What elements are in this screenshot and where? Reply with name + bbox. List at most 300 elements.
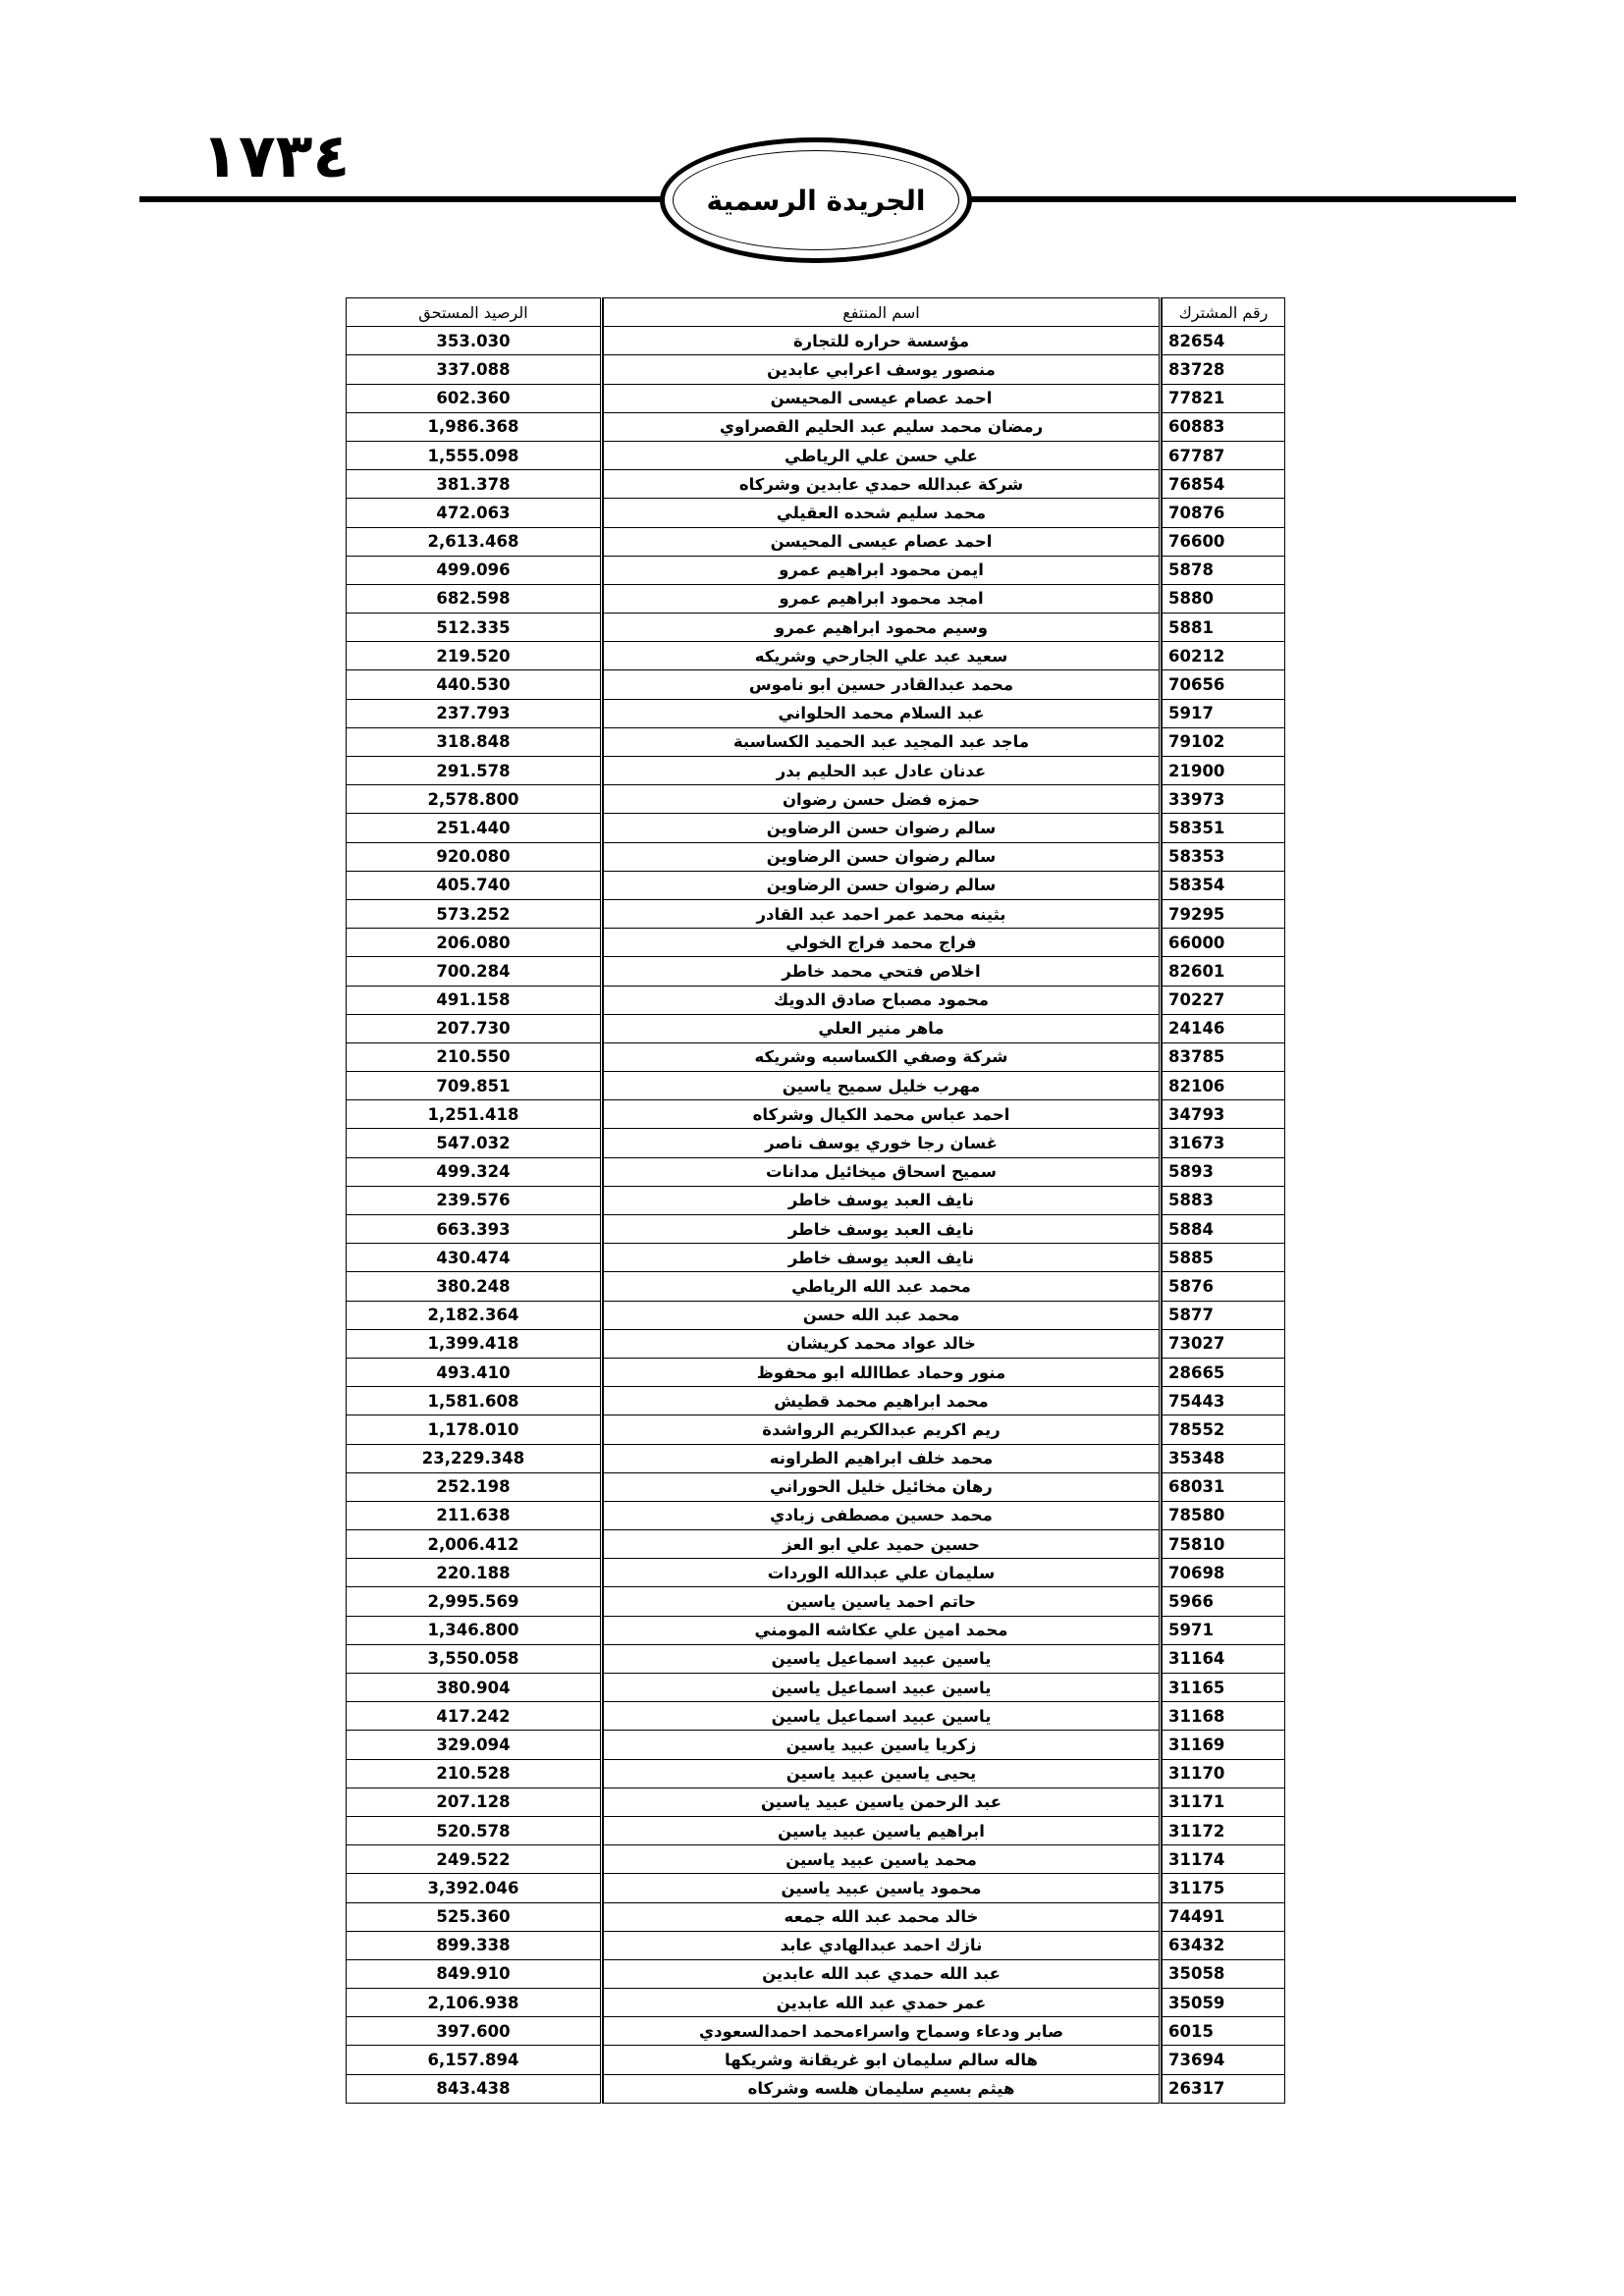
subscriber-no-cell: 5917: [1163, 699, 1285, 727]
column-gap: [1161, 1674, 1163, 1702]
balance-due-cell: 23,229.348: [347, 1444, 602, 1472]
column-gap: [602, 699, 604, 727]
subscriber-no-cell: 67787: [1163, 441, 1285, 469]
subscriber-no-cell: 73694: [1163, 2046, 1285, 2074]
table-row: [347, 699, 1285, 727]
header-title: الجريدة الرسمية: [706, 184, 926, 217]
column-gap: [602, 727, 604, 756]
column-gap: [1161, 1387, 1163, 1415]
balance-due-cell: 512.335: [347, 614, 602, 642]
column-gap: [1161, 1989, 1163, 2017]
table-row: [347, 1702, 1285, 1731]
subscriber-no-cell: 76854: [1163, 470, 1285, 499]
column-gap: [602, 1358, 604, 1386]
balance-due-cell: 3,550.058: [347, 1644, 602, 1673]
column-gap: [602, 957, 604, 986]
balance-due-cell: 520.578: [347, 1816, 602, 1844]
table-row: [347, 1329, 1285, 1358]
column-gap: [602, 1301, 604, 1329]
column-gap: [602, 1215, 604, 1244]
column-gap: [1161, 929, 1163, 957]
beneficiary-name-cell: احمد عصام عيسى المحيسن: [604, 527, 1161, 556]
beneficiary-name-cell: حاتم احمد ياسين ياسين: [604, 1587, 1161, 1616]
column-gap: [1161, 1014, 1163, 1042]
subscriber-no-cell: 73027: [1163, 1329, 1285, 1358]
column-gap: [602, 842, 604, 871]
table-row: [347, 1616, 1285, 1644]
subscriber-no-cell: 31171: [1163, 1788, 1285, 1816]
column-gap: [1161, 727, 1163, 756]
table-row: [347, 1100, 1285, 1129]
column-gap: [602, 1874, 604, 1902]
beneficiary-name-cell: محمد عبد الله الرياطي: [604, 1272, 1161, 1301]
balance-due-cell: 417.242: [347, 1702, 602, 1731]
column-gap: [1161, 1301, 1163, 1329]
table-row: [347, 384, 1285, 412]
column-gap: [602, 298, 604, 327]
beneficiary-name-cell: عدنان عادل عبد الحليم بدر: [604, 757, 1161, 785]
column-gap: [602, 1042, 604, 1071]
subscriber-no-cell: 83785: [1163, 1042, 1285, 1071]
balance-due-cell: 499.324: [347, 1157, 602, 1186]
table-row: [347, 1415, 1285, 1444]
subscriber-no-cell: 82654: [1163, 327, 1285, 355]
subscriber-no-cell: 6015: [1163, 2017, 1285, 2046]
table-row: [347, 2074, 1285, 2103]
column-gap: [1161, 1702, 1163, 1731]
table-row: [347, 727, 1285, 756]
beneficiary-name-cell: خالد عواد محمد كريشان: [604, 1329, 1161, 1358]
subscriber-no-cell: 82106: [1163, 1072, 1285, 1100]
balance-due-cell: 2,182.364: [347, 1301, 602, 1329]
beneficiary-name-cell: نازك احمد عبدالهادي عابد: [604, 1931, 1161, 1959]
balance-due-cell: 337.088: [347, 355, 602, 384]
column-gap: [1161, 814, 1163, 842]
column-gap: [602, 1415, 604, 1444]
column-gap: [1161, 1759, 1163, 1788]
balance-due-cell: 1,986.368: [347, 412, 602, 441]
beneficiary-name-cell: صابر ودعاء وسماح واسراءمحمد احمدالسعودي: [604, 2017, 1161, 2046]
subscriber-no-cell: 28665: [1163, 1358, 1285, 1386]
column-gap: [602, 1244, 604, 1272]
subscriber-no-cell: 5971: [1163, 1616, 1285, 1644]
table-row: [347, 1358, 1285, 1386]
column-gap: [1161, 642, 1163, 670]
balance-due-cell: 493.410: [347, 1358, 602, 1386]
column-gap: [602, 527, 604, 556]
beneficiary-name-cell: ابراهيم ياسين عبيد ياسين: [604, 1816, 1161, 1844]
balance-due-cell: 211.638: [347, 1501, 602, 1529]
column-gap: [602, 327, 604, 355]
column-gap: [602, 1157, 604, 1186]
table-row: [347, 1501, 1285, 1529]
subscriber-no-cell: 35348: [1163, 1444, 1285, 1472]
subscriber-no-cell: 31170: [1163, 1759, 1285, 1788]
balance-due-cell: 318.848: [347, 727, 602, 756]
subscriber-no-cell: 77821: [1163, 384, 1285, 412]
column-gap: [1161, 1186, 1163, 1214]
table-row: [347, 957, 1285, 986]
beneficiary-name-cell: مؤسسة حراره للتجارة: [604, 327, 1161, 355]
page-number: ١٧٣٤: [201, 120, 351, 191]
subscriber-no-cell: 70227: [1163, 986, 1285, 1014]
beneficiary-name-cell: حسين حميد علي ابو العز: [604, 1530, 1161, 1559]
column-gap: [602, 1501, 604, 1529]
column-gap: [602, 1559, 604, 1587]
column-gap: [602, 1186, 604, 1214]
balance-due-cell: 206.080: [347, 929, 602, 957]
balance-due-cell: 249.522: [347, 1845, 602, 1874]
balance-due-cell: 843.438: [347, 2074, 602, 2103]
beneficiary-name-cell: محمد ياسين عبيد ياسين: [604, 1845, 1161, 1874]
balance-due-cell: 237.793: [347, 699, 602, 727]
subscriber-no-cell: 75443: [1163, 1387, 1285, 1415]
subscriber-no-cell: 70698: [1163, 1559, 1285, 1587]
column-gap: [1161, 1644, 1163, 1673]
column-gap: [602, 1616, 604, 1644]
column-gap: [602, 1587, 604, 1616]
column-gap: [1161, 1157, 1163, 1186]
beneficiary-name-cell: عبد الله حمدي عبد الله عابدين: [604, 1959, 1161, 1988]
balance-due-cell: 6,157.894: [347, 2046, 602, 2074]
table-row: [347, 929, 1285, 957]
beneficiary-name-cell: اخلاص فتحي محمد خاطر: [604, 957, 1161, 986]
column-gap: [602, 1272, 604, 1301]
column-gap: [1161, 1530, 1163, 1559]
subscriber-no-cell: 5877: [1163, 1301, 1285, 1329]
column-gap: [602, 1014, 604, 1042]
column-gap: [602, 757, 604, 785]
column-gap: [602, 871, 604, 899]
column-gap: [602, 470, 604, 499]
column-gap: [1161, 441, 1163, 469]
column-gap: [602, 556, 604, 584]
table-row: [347, 327, 1285, 355]
beneficiary-name-cell: عبد الرحمن ياسين عبيد ياسين: [604, 1788, 1161, 1816]
beneficiary-name-cell: مهرب خليل سميح ياسين: [604, 1072, 1161, 1100]
balance-due-cell: 207.128: [347, 1788, 602, 1816]
column-gap: [602, 1129, 604, 1157]
subscriber-no-cell: 75810: [1163, 1530, 1285, 1559]
table-row: [347, 1157, 1285, 1186]
subscriber-no-cell: 78580: [1163, 1501, 1285, 1529]
table-row: [347, 1444, 1285, 1472]
beneficiary-name-cell: منصور يوسف اعرابي عابدين: [604, 355, 1161, 384]
column-gap: [1161, 1472, 1163, 1501]
balance-due-cell: 291.578: [347, 757, 602, 785]
balance-due-cell: 430.474: [347, 1244, 602, 1272]
subscriber-no-cell: 35058: [1163, 1959, 1285, 1988]
balance-due-cell: 1,399.418: [347, 1329, 602, 1358]
column-gap: [1161, 757, 1163, 785]
column-gap: [602, 670, 604, 699]
subscriber-no-cell: 31165: [1163, 1674, 1285, 1702]
balance-due-cell: 499.096: [347, 556, 602, 584]
balance-due-cell: 525.360: [347, 1902, 602, 1931]
balance-due-cell: 2,578.800: [347, 785, 602, 814]
table-row: [347, 1874, 1285, 1902]
column-gap: [1161, 1845, 1163, 1874]
subscriber-no-cell: 63432: [1163, 1931, 1285, 1959]
beneficiary-name-cell: سالم رضوان حسن الرضاوين: [604, 814, 1161, 842]
balance-due-cell: 381.378: [347, 470, 602, 499]
table-row: [347, 1959, 1285, 1988]
table-row: [347, 527, 1285, 556]
header-subscriber-no: رقم المشترك: [1163, 298, 1285, 327]
balance-due-cell: 491.158: [347, 986, 602, 1014]
subscriber-no-cell: 31164: [1163, 1644, 1285, 1673]
beneficiary-name-cell: محمد عبدالقادر حسين ابو ناموس: [604, 670, 1161, 699]
subscriber-no-cell: 31174: [1163, 1845, 1285, 1874]
column-gap: [1161, 1042, 1163, 1071]
column-gap: [602, 642, 604, 670]
subscriber-no-cell: 31169: [1163, 1731, 1285, 1759]
subscriber-no-cell: 68031: [1163, 1472, 1285, 1501]
column-gap: [1161, 584, 1163, 613]
table-row: [347, 1674, 1285, 1702]
subscriber-no-cell: 79295: [1163, 899, 1285, 928]
column-gap: [1161, 1587, 1163, 1616]
table-row: [347, 842, 1285, 871]
column-gap: [602, 2074, 604, 2103]
balance-due-cell: 207.730: [347, 1014, 602, 1042]
column-gap: [602, 1674, 604, 1702]
table-row: [347, 1244, 1285, 1272]
column-gap: [1161, 1959, 1163, 1988]
balance-due-cell: 573.252: [347, 899, 602, 928]
table-row: [347, 1387, 1285, 1415]
table-row: [347, 1816, 1285, 1844]
beneficiary-name-cell: منور وحماد عطاالله ابو محفوظ: [604, 1358, 1161, 1386]
column-gap: [1161, 1731, 1163, 1759]
balance-due-cell: 2,106.938: [347, 1989, 602, 2017]
column-gap: [602, 814, 604, 842]
column-gap: [602, 1902, 604, 1931]
table-row: [347, 556, 1285, 584]
balance-due-cell: 472.063: [347, 499, 602, 527]
beneficiary-name-cell: عبد السلام محمد الحلواني: [604, 699, 1161, 727]
beneficiary-name-cell: رمضان محمد سليم عبد الحليم القصراوي: [604, 412, 1161, 441]
column-gap: [602, 441, 604, 469]
beneficiary-name-cell: بثينه محمد عمر احمد عبد القادر: [604, 899, 1161, 928]
beneficiary-name-cell: محمد خلف ابراهيم الطراونه: [604, 1444, 1161, 1472]
subscriber-no-cell: 35059: [1163, 1989, 1285, 2017]
column-gap: [1161, 1788, 1163, 1816]
beneficiary-name-cell: زكريا ياسين عبيد ياسين: [604, 1731, 1161, 1759]
table-row: [347, 642, 1285, 670]
beneficiary-name-cell: نايف العبد يوسف خاطر: [604, 1215, 1161, 1244]
column-gap: [1161, 412, 1163, 441]
beneficiary-name-cell: رهان مخائيل خليل الحوراني: [604, 1472, 1161, 1501]
subscriber-no-cell: 60883: [1163, 412, 1285, 441]
subscriber-no-cell: 79102: [1163, 727, 1285, 756]
beneficiary-name-cell: سالم رضوان حسن الرضاوين: [604, 871, 1161, 899]
beneficiary-name-cell: محمد ابراهيم محمد قطيش: [604, 1387, 1161, 1415]
subscriber-no-cell: 31172: [1163, 1816, 1285, 1844]
table-row: [347, 1759, 1285, 1788]
balance-due-cell: 380.904: [347, 1674, 602, 1702]
beneficiary-name-cell: خالد محمد عبد الله جمعه: [604, 1902, 1161, 1931]
beneficiary-name-cell: سالم رضوان حسن الرضاوين: [604, 842, 1161, 871]
balance-due-cell: 210.528: [347, 1759, 602, 1788]
table-row: [347, 584, 1285, 613]
subscriber-no-cell: 31168: [1163, 1702, 1285, 1731]
column-gap: [1161, 1874, 1163, 1902]
subscribers-table: [346, 297, 1285, 2104]
column-gap: [602, 1644, 604, 1673]
balance-due-cell: 239.576: [347, 1186, 602, 1214]
beneficiary-name-cell: احمد عباس محمد الكيال وشركاه: [604, 1100, 1161, 1129]
column-gap: [602, 499, 604, 527]
column-gap: [1161, 1816, 1163, 1844]
balance-due-cell: 602.360: [347, 384, 602, 412]
column-gap: [602, 1329, 604, 1358]
subscriber-no-cell: 33973: [1163, 785, 1285, 814]
column-gap: [1161, 2017, 1163, 2046]
table-row: [347, 1472, 1285, 1501]
table-row: [347, 1644, 1285, 1673]
balance-due-cell: 252.198: [347, 1472, 602, 1501]
column-gap: [602, 2017, 604, 2046]
beneficiary-name-cell: ريم اكريم عبدالكريم الرواشدة: [604, 1415, 1161, 1444]
beneficiary-name-cell: فراج محمد فراج الخولي: [604, 929, 1161, 957]
column-gap: [602, 384, 604, 412]
subscriber-no-cell: 66000: [1163, 929, 1285, 957]
table-row: [347, 1129, 1285, 1157]
subscriber-no-cell: 31673: [1163, 1129, 1285, 1157]
balance-due-cell: 1,581.608: [347, 1387, 602, 1415]
balance-due-cell: 397.600: [347, 2017, 602, 2046]
subscriber-no-cell: 70876: [1163, 499, 1285, 527]
column-gap: [1161, 785, 1163, 814]
column-gap: [1161, 986, 1163, 1014]
subscriber-no-cell: 5878: [1163, 556, 1285, 584]
column-gap: [602, 1931, 604, 1959]
column-gap: [602, 1072, 604, 1100]
balance-due-cell: 849.910: [347, 1959, 602, 1988]
balance-due-cell: 353.030: [347, 327, 602, 355]
table-header-row: [347, 298, 1285, 327]
balance-due-cell: 547.032: [347, 1129, 602, 1157]
column-gap: [602, 355, 604, 384]
column-gap: [602, 929, 604, 957]
table-row: [347, 441, 1285, 469]
beneficiary-name-cell: حمزه فضل حسن رضوان: [604, 785, 1161, 814]
column-gap: [1161, 327, 1163, 355]
column-gap: [1161, 1100, 1163, 1129]
balance-due-cell: 700.284: [347, 957, 602, 986]
beneficiary-name-cell: هاله سالم سليمان ابو غريقانة وشريكها: [604, 2046, 1161, 2074]
subscriber-no-cell: 5876: [1163, 1272, 1285, 1301]
table-row: [347, 614, 1285, 642]
table-row: [347, 814, 1285, 842]
subscriber-no-cell: 5966: [1163, 1587, 1285, 1616]
column-gap: [1161, 699, 1163, 727]
subscriber-no-cell: 78552: [1163, 1415, 1285, 1444]
balance-due-cell: 663.393: [347, 1215, 602, 1244]
column-gap: [602, 986, 604, 1014]
beneficiary-name-cell: عمر حمدي عبد الله عابدين: [604, 1989, 1161, 2017]
beneficiary-name-cell: محمد سليم شحده العقيلي: [604, 499, 1161, 527]
column-gap: [1161, 384, 1163, 412]
table-row: [347, 2017, 1285, 2046]
beneficiary-name-cell: وسيم محمود ابراهيم عمرو: [604, 614, 1161, 642]
balance-due-cell: 682.598: [347, 584, 602, 613]
column-gap: [1161, 470, 1163, 499]
column-gap: [1161, 614, 1163, 642]
balance-due-cell: 2,006.412: [347, 1530, 602, 1559]
column-gap: [602, 1731, 604, 1759]
balance-due-cell: 3,392.046: [347, 1874, 602, 1902]
balance-due-cell: 329.094: [347, 1731, 602, 1759]
header-beneficiary-name: اسم المنتفع: [604, 298, 1161, 327]
column-gap: [602, 1959, 604, 1988]
table-row: [347, 1788, 1285, 1816]
column-gap: [1161, 842, 1163, 871]
table-row: [347, 1215, 1285, 1244]
beneficiary-name-cell: ماهر منير العلي: [604, 1014, 1161, 1042]
subscriber-no-cell: 5893: [1163, 1157, 1285, 1186]
table-row: [347, 1845, 1285, 1874]
table-row: [347, 1186, 1285, 1214]
column-gap: [602, 1788, 604, 1816]
table-row: [347, 1559, 1285, 1587]
column-gap: [1161, 1072, 1163, 1100]
beneficiary-name-cell: نايف العبد يوسف خاطر: [604, 1244, 1161, 1272]
column-gap: [602, 1759, 604, 1788]
table-row: [347, 1587, 1285, 1616]
balance-due-cell: 1,555.098: [347, 441, 602, 469]
column-gap: [1161, 499, 1163, 527]
table-body: [347, 327, 1285, 2104]
column-gap: [1161, 556, 1163, 584]
table-row: [347, 986, 1285, 1014]
table-row: [347, 412, 1285, 441]
column-gap: [602, 1702, 604, 1731]
balance-due-cell: 1,178.010: [347, 1415, 602, 1444]
beneficiary-name-cell: محمود ياسين عبيد ياسين: [604, 1874, 1161, 1902]
column-gap: [1161, 1902, 1163, 1931]
balance-due-cell: 219.520: [347, 642, 602, 670]
beneficiary-name-cell: ياسين عبيد اسماعيل ياسين: [604, 1674, 1161, 1702]
table-row: [347, 470, 1285, 499]
column-gap: [1161, 1272, 1163, 1301]
subscriber-no-cell: 5885: [1163, 1244, 1285, 1272]
table-row: [347, 1731, 1285, 1759]
beneficiary-name-cell: يحيى ياسين عبيد ياسين: [604, 1759, 1161, 1788]
subscriber-no-cell: 5880: [1163, 584, 1285, 613]
beneficiary-name-cell: هيثم بسيم سليمان هلسه وشركاه: [604, 2074, 1161, 2103]
table-row: [347, 1989, 1285, 2017]
table-row: [347, 785, 1285, 814]
subscriber-no-cell: 70656: [1163, 670, 1285, 699]
column-gap: [1161, 1329, 1163, 1358]
beneficiary-name-cell: احمد عصام عيسى المحيسن: [604, 384, 1161, 412]
table-row: [347, 1014, 1285, 1042]
column-gap: [1161, 871, 1163, 899]
column-gap: [602, 785, 604, 814]
subscriber-no-cell: 83728: [1163, 355, 1285, 384]
balance-due-cell: 405.740: [347, 871, 602, 899]
subscriber-no-cell: 5881: [1163, 614, 1285, 642]
column-gap: [602, 412, 604, 441]
beneficiary-name-cell: محمود مصباح صادق الدويك: [604, 986, 1161, 1014]
balance-due-cell: 251.440: [347, 814, 602, 842]
balance-due-cell: 1,346.800: [347, 1616, 602, 1644]
table-row: [347, 670, 1285, 699]
beneficiary-name-cell: امجد محمود ابراهيم عمرو: [604, 584, 1161, 613]
header-title-oval: [660, 137, 972, 263]
